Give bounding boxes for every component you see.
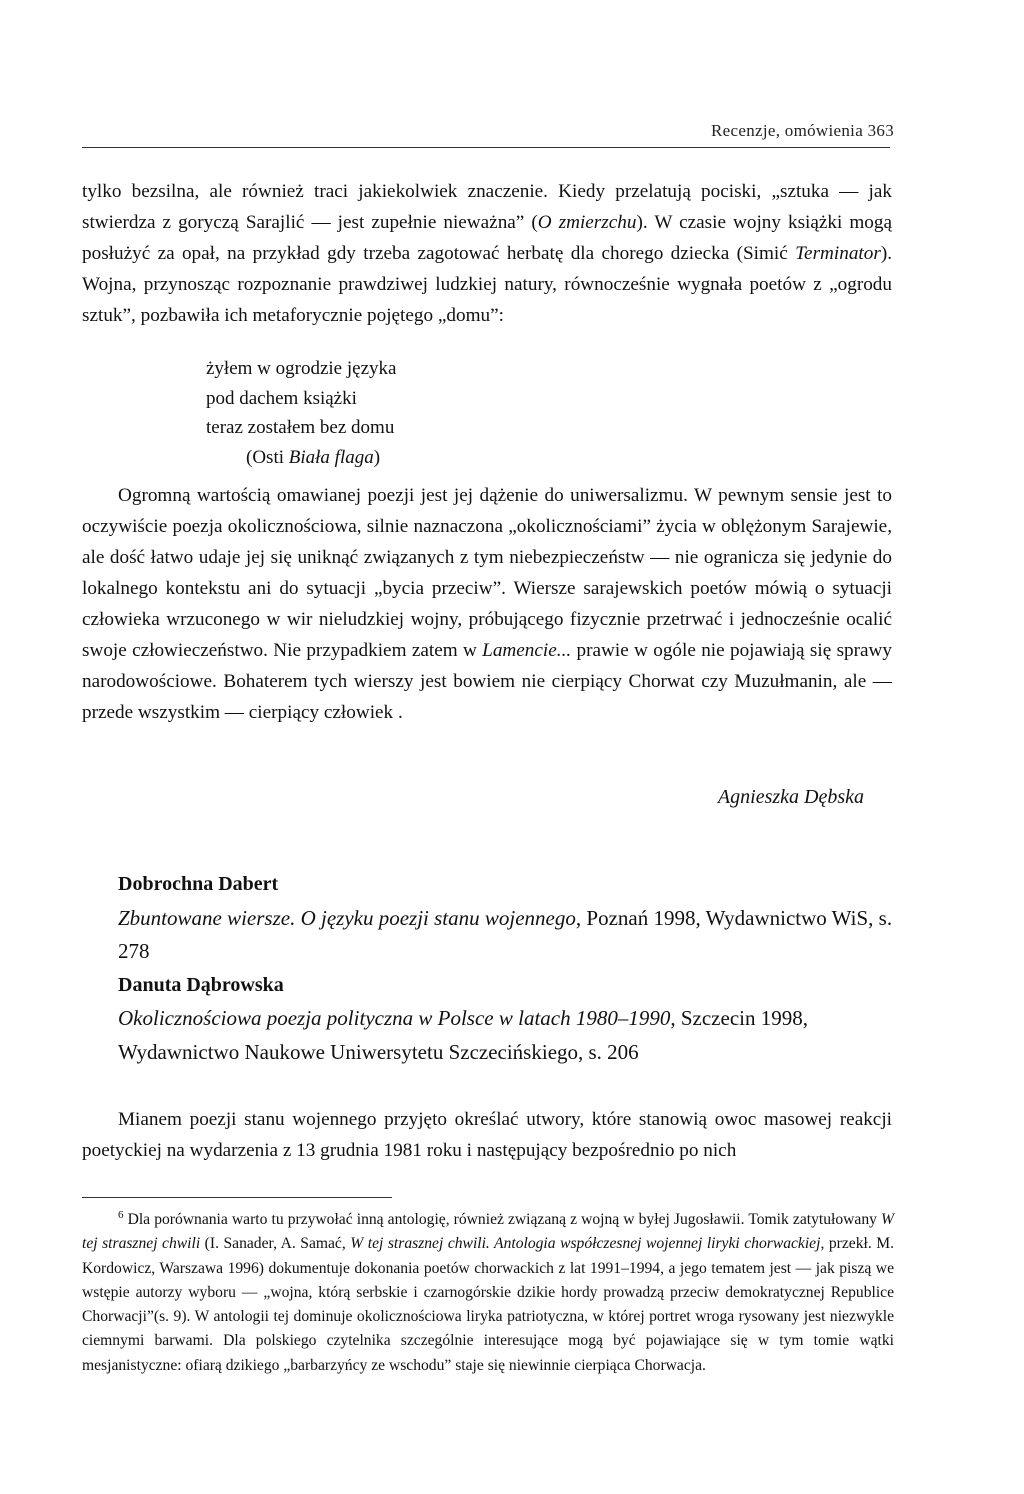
book2-citation [118, 1002, 894, 1069]
text-run: (I. Sanader, A. Samać, [200, 1235, 351, 1253]
poem-line: teraz zostałem bez domu [206, 417, 395, 438]
poem-source [206, 443, 396, 473]
running-head: Recenzje, omówienia 363 [711, 121, 894, 140]
footnote [82, 1208, 894, 1378]
italic-title: Lamencie... [482, 640, 572, 661]
text-run: ). W czasie wojny książki mogą posłużyć za opał, na przykład gdy trzeba zagotować herbatę dla chorego dziecka (Simić [82, 212, 892, 264]
text-run: ) [373, 446, 381, 468]
italic-title: O zmierzchu [537, 212, 637, 233]
book1-citation [118, 902, 894, 969]
text-run: tylko bezsilna, ale również traci jakiekolwiek znaczenie. Kiedy przelatują pociski, „sztuka — jak stwierdza z goryczą Sarajlić — jest zupełnie nieważna” ( [82, 181, 892, 233]
review2-paragraph-1: Mianem poezji stanu wojennego przyjęto określać utwory, które stanowią owoc masowej reakcji poetyckiej na wydarzenia z 13 grudnia 1981 roku i następujący bezpośrednio po nich [82, 1109, 892, 1161]
poem-line: żyłem w ogrodzie języka [206, 358, 397, 379]
book1-title: Zbuntowane wiersze. O języku poezji stanu wojennego [118, 905, 576, 930]
book2-title: Okolicznościowa poezja polityczna w Polsce w latach 1980–1990 [118, 1006, 671, 1030]
text-run: Ogromną wartością omawianej poezji jest jej dążenie do uniwersalizmu. W pewnym sensie jest to oczywiście poezja okolicznościowa, silnie naznaczona „okolicznościami” życia w oblężonym Sarajewie, ale dość łatwo udaje jej się uniknąć związanych z tym niebezpieczeństw — nie ogranicza się jedynie do lokalnego kontekstu ani do sytuacji „bycia przeciw”. Wiersze sarajewskich poetów mówią o sytuacji człowieka wrzuconego w wir nieludzkiej wojny, próbującego fizycznie przetrwać i jednocześnie ocalić swoje człowieczeństwo. Nie przypadkiem zatem w [82, 485, 892, 661]
header-rule [82, 147, 890, 148]
text-run: ). Wojna, przynosząc rozpoznanie prawdziwej ludzkiej natury, równocześnie wygnała poetów z „ogrodu sztuk”, pozbawiła ich metaforycznie pojętego „domu”: [82, 243, 892, 326]
text-run: , przekł. M. Kordowicz, Warszawa 1996) dokumentuje dokonania poetów chorwackich z lat 1991–1994, a jego tematem jest — jak piszą we wstępie autorzy wyboru — „wojna, którą serbskie i czarnogórskie dzikie hordy prowadzą przeciw demokratycznej Republice Chorwacji”(s. 9). W antologii tej dominuje okolicznościowa liryka patriotyczna, w której portret wroga rysowany jest niezwykle ciemnymi barwami. Dla polskiego czytelnika szczególnie interesujące mogą być pojawiające się w tym tomie wątki mesjanistyczne: ofiarą dzikiego „barbarzyńcy ze wschodu” staje się niewinnie cierpiąca Chorwacja. [82, 1235, 894, 1374]
text-run: Dla porównania warto tu przywołać inną antologię, również związaną z wojną w byłej Jugosławii. Tomik zatytułowany [123, 1211, 881, 1228]
italic-title: W tej strasznej chwili. Antologia współczesnej wojennej liryki chorwackiej [350, 1235, 821, 1253]
italic-title: W tej strasznej chwili [82, 1211, 894, 1253]
book2-author: Danuta Dąbrowska [118, 973, 284, 996]
italic-title: Biała flaga [288, 446, 374, 468]
poem-line: pod dachem książki [206, 387, 357, 409]
italic-title: Terminator [795, 243, 881, 264]
book1-author: Dobrochna Dabert [118, 873, 279, 895]
book2-details: , Szczecin 1998, Wydawnictwo Naukowe Uniwersytetu Szczecińskiego, s. 206 [118, 1006, 808, 1064]
text-run: prawie w ogóle nie pojawiają się sprawy narodowościowe. Bohaterem tych wierszy jest bowiem nie cierpiący Chorwat czy Muzułmanin, ale — przede wszystkim — cierpiący człowiek . [82, 640, 892, 723]
book1-details: , Poznań 1998, Wydawnictwo WiS, s. 278 [118, 905, 893, 963]
footnote-rule [82, 1197, 392, 1198]
poem-quote [206, 354, 396, 472]
review1-paragraph-1 [82, 176, 892, 331]
footnote-number: 6 [118, 1208, 124, 1221]
review-signature: Agnieszka Dębska [717, 786, 864, 808]
text-run: (Osti [246, 446, 289, 468]
review2-heading [118, 868, 894, 1069]
review1-paragraph-2 [82, 480, 892, 728]
